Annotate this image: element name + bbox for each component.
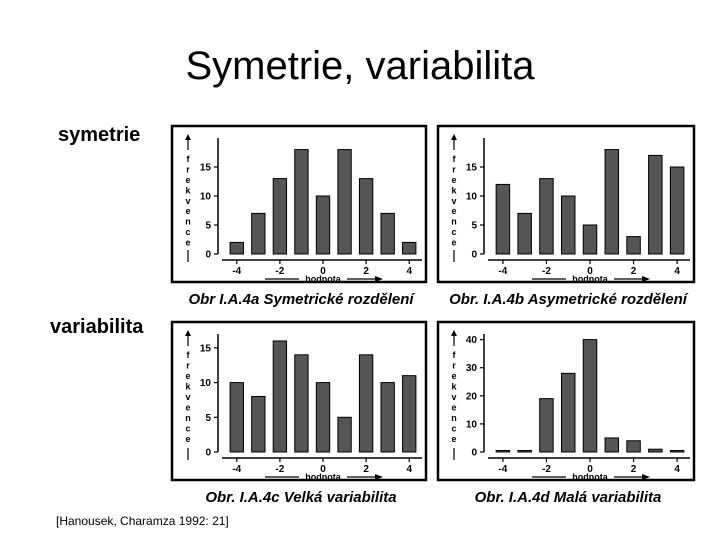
bar bbox=[230, 242, 243, 254]
bar bbox=[230, 383, 243, 452]
y-axis-arrowhead bbox=[451, 134, 457, 140]
bar bbox=[338, 417, 351, 452]
y-tick-label: 20 bbox=[465, 391, 477, 403]
bar bbox=[316, 196, 329, 254]
bar bbox=[561, 196, 575, 254]
x-axis-label: hodnota bbox=[572, 274, 608, 284]
bar bbox=[252, 213, 265, 254]
y-tick-label: 15 bbox=[199, 162, 211, 174]
x-tick-label: -4 bbox=[498, 464, 508, 475]
bar bbox=[583, 340, 597, 452]
y-tick-label: 0 bbox=[471, 447, 477, 459]
x-tick-label: -4 bbox=[232, 464, 242, 475]
chart-panel-c bbox=[168, 318, 430, 510]
bar bbox=[627, 237, 641, 254]
x-tick-label: 0 bbox=[320, 464, 326, 475]
x-tick-label: 2 bbox=[630, 464, 637, 475]
bar bbox=[605, 438, 619, 452]
x-tick-label: 2 bbox=[363, 266, 369, 277]
y-axis-arrowhead bbox=[185, 134, 191, 140]
bar bbox=[295, 150, 308, 254]
bar bbox=[518, 213, 532, 254]
bar bbox=[403, 376, 416, 452]
bar bbox=[381, 383, 394, 452]
bar bbox=[583, 225, 597, 254]
chart-caption: Obr. I.A.4d Malá variabilita bbox=[474, 489, 662, 506]
y-axis-label: f r e k v e n c e bbox=[185, 350, 191, 444]
y-tick-label: 0 bbox=[205, 447, 211, 459]
y-tick-label: 15 bbox=[465, 162, 477, 174]
x-tick-label: -4 bbox=[232, 266, 242, 277]
chart-caption: Obr I.A.4a Symetrické rozdělení bbox=[188, 291, 414, 308]
bar bbox=[496, 451, 510, 453]
bar bbox=[252, 396, 265, 452]
chart-caption: Obr. I.A.4c Velká variabilita bbox=[205, 489, 397, 506]
x-tick-label: 4 bbox=[406, 464, 413, 475]
y-tick-label: 5 bbox=[471, 220, 477, 232]
y-tick-label: 0 bbox=[471, 249, 477, 261]
y-axis-label: f r e k v e n c e bbox=[451, 350, 457, 444]
x-tick-label: 2 bbox=[630, 266, 637, 277]
x-tick-label: 4 bbox=[674, 266, 680, 277]
y-tick-label: 10 bbox=[465, 191, 477, 203]
bar bbox=[295, 355, 308, 452]
bar bbox=[670, 451, 684, 453]
y-tick-label: 5 bbox=[205, 220, 211, 232]
x-axis-label: hodnota bbox=[305, 274, 341, 284]
x-tick-label: 4 bbox=[674, 464, 680, 475]
bar bbox=[649, 449, 663, 452]
bar bbox=[540, 179, 554, 254]
y-axis-label: f r e k v e n c e bbox=[185, 154, 191, 248]
y-tick-label: 0 bbox=[205, 249, 211, 261]
x-tick-label: 0 bbox=[587, 266, 593, 277]
x-axis-label: hodnota bbox=[305, 472, 341, 482]
y-tick-label: 40 bbox=[465, 335, 477, 347]
x-tick-label: -2 bbox=[541, 464, 551, 475]
y-axis-arrowhead bbox=[185, 330, 191, 336]
bar bbox=[670, 167, 684, 254]
x-tick-label: 0 bbox=[587, 464, 593, 475]
bar bbox=[627, 441, 641, 452]
chart-panel-a bbox=[168, 122, 430, 312]
y-tick-label: 10 bbox=[199, 378, 211, 390]
x-tick-label: -2 bbox=[275, 464, 285, 475]
y-tick-label: 10 bbox=[199, 191, 211, 203]
bar bbox=[381, 213, 394, 254]
chart-caption: Obr. I.A.4b Asymetrické rozdělení bbox=[449, 291, 687, 308]
slide-title: Symetrie, variabilita bbox=[185, 44, 535, 88]
x-tick-label: 0 bbox=[320, 266, 326, 277]
x-tick-label: 2 bbox=[363, 464, 369, 475]
y-tick-label: 15 bbox=[199, 343, 211, 355]
bar bbox=[273, 179, 286, 254]
x-axis-label: hodnota bbox=[572, 472, 608, 482]
bar bbox=[496, 184, 510, 254]
chart-panel-b bbox=[434, 122, 698, 312]
x-tick-label: -4 bbox=[498, 266, 508, 277]
bar bbox=[359, 179, 372, 254]
section-label-symmetry: symetrie bbox=[58, 124, 141, 146]
bar bbox=[540, 399, 554, 452]
x-tick-label: -2 bbox=[275, 266, 285, 277]
bar bbox=[605, 150, 619, 254]
y-axis-arrowhead bbox=[451, 330, 457, 336]
bar bbox=[518, 451, 532, 453]
bar bbox=[649, 155, 663, 254]
figure-scan bbox=[168, 122, 698, 510]
y-axis-label: f r e k v e n c e bbox=[451, 154, 457, 248]
bar bbox=[338, 150, 351, 254]
bar bbox=[273, 341, 286, 452]
chart-panel-d bbox=[434, 318, 698, 510]
y-tick-label: 30 bbox=[465, 363, 477, 375]
bar bbox=[316, 383, 329, 452]
section-label-variability: variabilita bbox=[50, 316, 144, 338]
source-citation: [Hanousek, Charamza 1992: 21] bbox=[56, 514, 229, 528]
bar bbox=[403, 242, 416, 254]
y-tick-label: 5 bbox=[205, 412, 211, 424]
bar bbox=[561, 373, 575, 452]
y-tick-label: 10 bbox=[465, 419, 477, 431]
x-tick-label: 4 bbox=[406, 266, 413, 277]
bar bbox=[359, 355, 372, 452]
x-tick-label: -2 bbox=[541, 266, 551, 277]
